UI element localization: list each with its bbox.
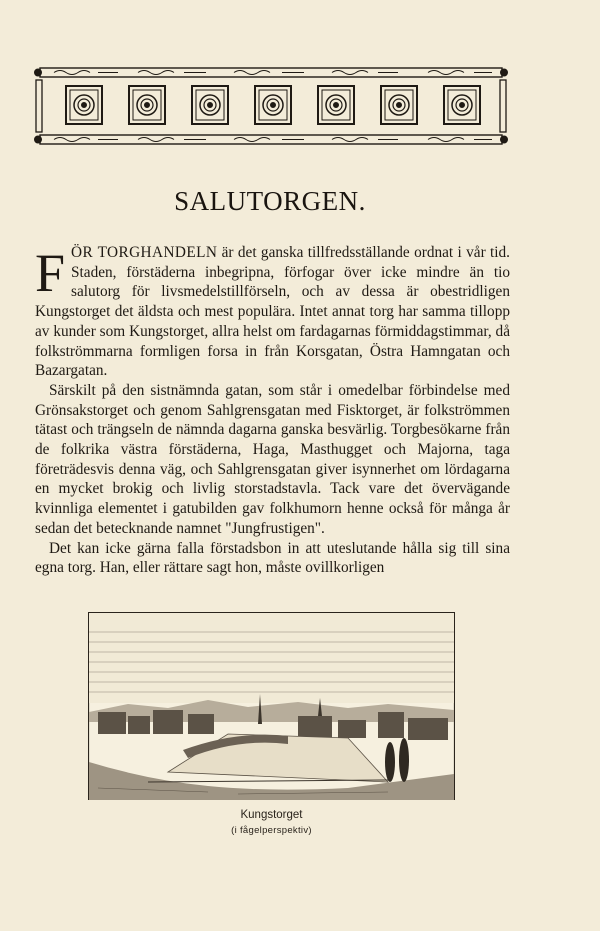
ornamental-header: [34, 64, 508, 148]
figure-caption: [88, 808, 455, 838]
paragraph-1-text: är det ganska tillfredsställande ordnat i vår tid. Staden, förstäderna inbegripna, förfogar över icke mindre än tio salutorg för livsmedelstillförseln, och av dessa är obestridligen Kungstorget det äldsta och mest populära. Intet annat torg har samma tillopp av kunder som Kungstorget, allra helst om fardagarnas förmiddagstimmar, då folkströmmarna formligen forsa in från Korsgatan, Östra Hamngatan och Bazargatan.: [35, 244, 510, 380]
paragraph-3: Det kan icke gärna falla förstadsbon in att uteslutande hålla sig till sina egna torg. Han, eller rättare sagt hon, måste ovillkorligen: [35, 539, 510, 577]
chapter-title: SALUTORGEN.: [174, 186, 366, 216]
body-text: [35, 243, 510, 578]
drop-cap: F: [35, 243, 66, 303]
caption-title: Kungstorget: [240, 809, 303, 821]
paragraph-2: Särskilt på den sistnämnda gatan, som står i omedelbar förbindelse med Grönsakstorget och genom Sahlgrensgatan med Fisktorget, är folkströmmen tätast och trängseln de nämnda dagarna ganska besvärlig. Torgbesökarne från de folkrika västra förstäderna, Haga, Masthugget och Majorna, taga företrädesvis denna väg, och Sahlgrensgatan giver isynnerhet om lördagarna en mycket brokig och livlig storstadstavla. Tack vare det övervägande kvinnliga elementet i gatubilden gav folkhumorn henne också för många år sedan det betecknande namnet "Jungfrustigen".: [35, 381, 510, 537]
caption-subtitle: (i fågelperspektiv): [231, 825, 312, 836]
kungstorget-illustration: [88, 612, 455, 800]
lead-caps: ÖR TORGHANDELN: [71, 244, 218, 261]
paragraph-1: [35, 243, 510, 381]
